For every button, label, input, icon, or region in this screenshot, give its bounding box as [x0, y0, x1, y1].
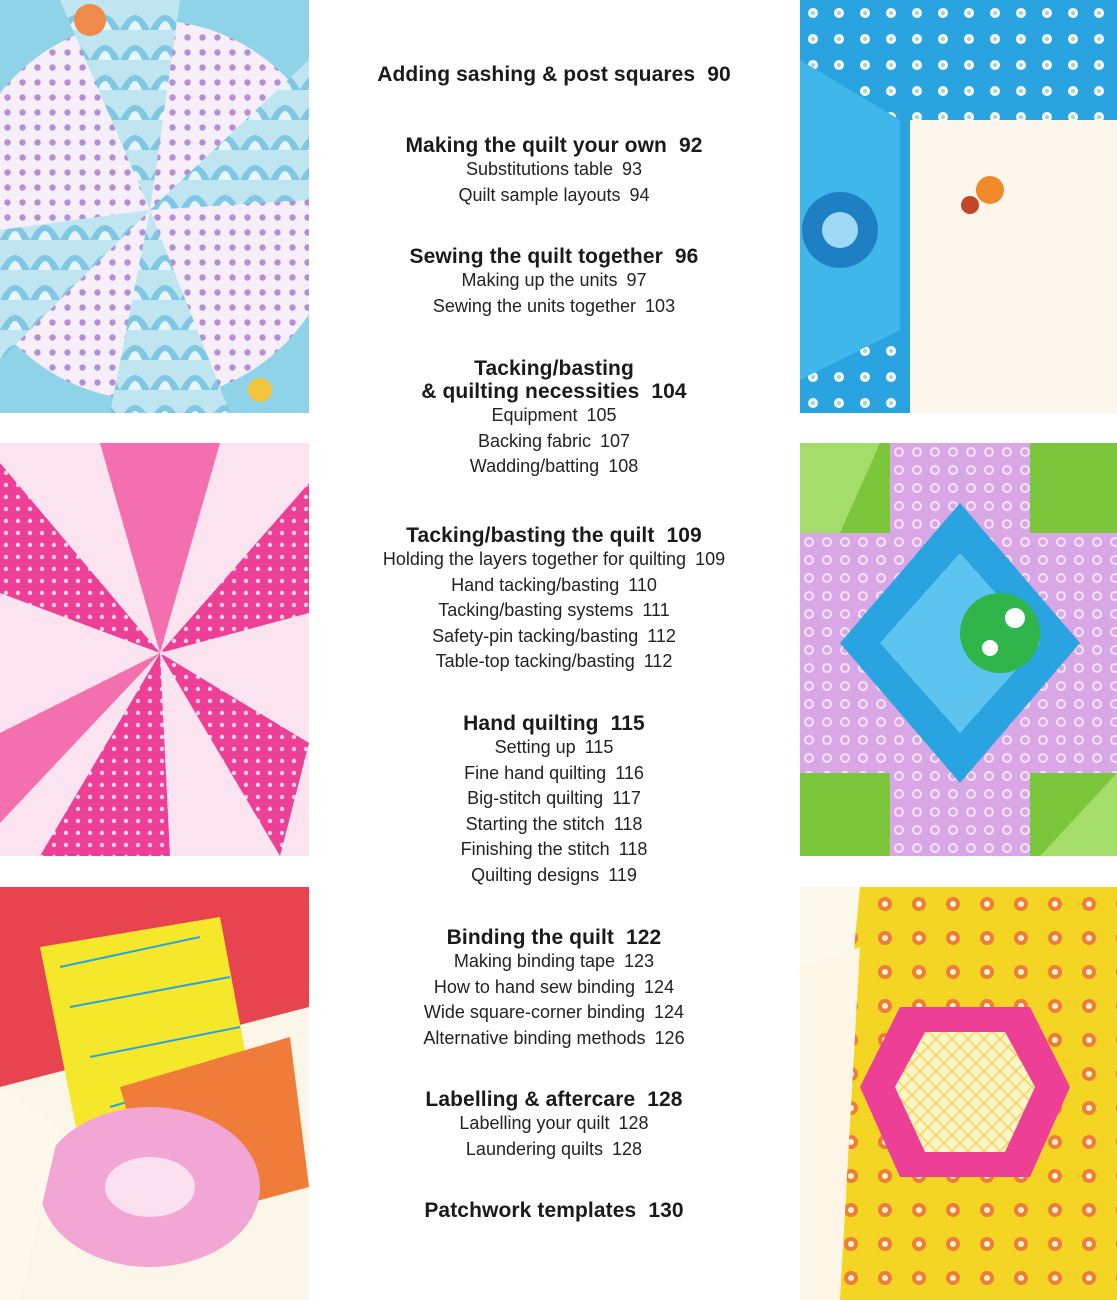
toc-entry-label: Big-stitch quilting	[467, 788, 604, 808]
toc-entry-label: Laundering quilts	[465, 1138, 604, 1159]
toc-section	[318, 524, 790, 675]
toc-heading	[318, 712, 790, 735]
toc-entry-label: Labelling your quilt	[459, 1113, 610, 1133]
toc-entry	[318, 157, 790, 183]
toc-heading-page: 104	[651, 380, 687, 403]
toc-entry-page: 123	[624, 951, 655, 971]
toc-heading-page: 128	[647, 1088, 683, 1111]
toc-entry	[318, 1137, 790, 1163]
toc-entry-page: 103	[645, 295, 676, 316]
toc-section	[318, 926, 790, 1051]
toc-entry	[318, 1026, 790, 1052]
toc-entry-label: Making binding tape	[453, 951, 616, 971]
toc-entry-label: Starting the stitch	[465, 813, 605, 834]
toc-entry	[318, 547, 790, 573]
toc-heading-page: 130	[648, 1199, 684, 1222]
toc-entry-page: 124	[644, 976, 675, 997]
toc-entry-page: 128	[618, 1113, 649, 1133]
toc-entry-label: How to hand sew binding	[433, 976, 636, 997]
toc-heading-page: 109	[666, 524, 702, 547]
toc-entry-page: 108	[608, 456, 639, 476]
toc-heading	[318, 134, 790, 157]
toc-heading-title: Making the quilt your own	[405, 134, 667, 157]
toc-heading	[318, 926, 790, 949]
toc-heading-page: 115	[610, 712, 645, 735]
toc-entry-label: Safety-pin tacking/basting	[432, 625, 639, 646]
toc-section	[318, 1199, 790, 1222]
toc-section	[318, 63, 790, 86]
toc-heading-title: Binding the quilt	[446, 926, 614, 949]
toc-entry	[318, 454, 790, 480]
toc-entry-label: Finishing the stitch	[460, 839, 610, 859]
photo-green-lilac-star-quilt	[800, 443, 1117, 856]
toc-entry-page: 97	[626, 270, 647, 290]
toc-entry	[318, 573, 790, 599]
toc-entry	[318, 812, 790, 838]
toc-entry-page: 105	[586, 405, 617, 425]
toc-heading-title: Tacking/basting	[474, 357, 634, 380]
toc-entry-label: Wide square-corner binding	[423, 1002, 646, 1022]
toc-heading	[318, 63, 790, 86]
toc-entry-page: 93	[622, 159, 643, 179]
toc-entry-page: 94	[629, 184, 650, 205]
toc-heading-title: Sewing the quilt together	[409, 245, 663, 268]
toc-entry	[318, 735, 790, 761]
photo-yellow-floral-hexagon-quilt	[800, 887, 1117, 1300]
toc-entry-label: Backing fabric	[477, 430, 591, 451]
toc-entry-label: Fine hand quilting	[464, 762, 607, 783]
toc-entry	[318, 598, 790, 624]
toc-entry-page: 107	[600, 430, 631, 451]
toc-heading-title: Tacking/basting the quilt	[406, 524, 655, 547]
toc-entry-page: 126	[654, 1027, 685, 1048]
toc-entry-page: 128	[612, 1138, 643, 1159]
toc-entry	[318, 1111, 790, 1137]
toc-entry-label: Equipment	[491, 405, 578, 425]
toc-entry	[318, 268, 790, 294]
toc-entry-page: 124	[654, 1002, 685, 1022]
toc-heading	[318, 245, 790, 268]
toc-entry	[318, 761, 790, 787]
toc-heading-page: 122	[626, 926, 662, 949]
toc-section	[318, 712, 790, 888]
toc-heading	[318, 357, 790, 403]
toc-entry	[318, 786, 790, 812]
toc-heading-page: 92	[678, 134, 703, 157]
toc-entry	[318, 429, 790, 455]
toc-heading	[318, 524, 790, 547]
toc-heading-page: 90	[707, 63, 731, 86]
toc-entry-label: Sewing the units together	[432, 295, 637, 316]
toc-section	[318, 1088, 790, 1162]
toc-entry	[318, 863, 790, 889]
toc-entry-page: 116	[615, 762, 644, 783]
toc-entry	[318, 624, 790, 650]
toc-entry	[318, 183, 790, 209]
toc-entry-label: Hand tacking/basting	[451, 574, 620, 595]
toc-entry	[318, 949, 790, 975]
toc-entry-label: Tacking/basting systems	[438, 600, 634, 620]
toc-heading	[318, 1088, 790, 1111]
toc-heading-title: Adding sashing & post squares	[377, 63, 696, 86]
toc-entry-label: Alternative binding methods	[423, 1027, 646, 1048]
toc-heading-title: Hand quilting	[463, 712, 599, 735]
toc-entry	[318, 649, 790, 675]
toc-heading-title: Patchwork templates	[424, 1199, 637, 1222]
toc-entry-page: 109	[695, 549, 726, 569]
photo-lilac-dot-pinwheel-quilt	[0, 0, 309, 413]
toc-entry	[318, 975, 790, 1001]
toc-heading	[318, 1199, 790, 1222]
toc-entry-page: 117	[612, 788, 641, 808]
toc-entry	[318, 294, 790, 320]
toc-entry-label: Setting up	[494, 737, 576, 757]
photo-yellow-fan-quilt	[0, 887, 309, 1300]
toc-entry-page: 112	[643, 651, 673, 671]
toc-section	[318, 357, 790, 480]
toc-entry-label: Wadding/batting	[469, 456, 600, 476]
toc-entry-label: Quilt sample layouts	[458, 184, 621, 205]
toc-heading-page: 96	[674, 245, 699, 268]
toc-entry-page: 118	[613, 813, 643, 834]
toc-entry-label: Table-top tacking/basting	[435, 651, 635, 671]
toc-entry-page: 119	[608, 864, 637, 885]
toc-section	[318, 134, 790, 208]
toc-entry-page: 115	[584, 737, 614, 757]
toc-entry	[318, 837, 790, 863]
photo-pink-pinwheel-quilt	[0, 443, 309, 856]
toc-heading-title: Labelling & aftercare	[425, 1088, 636, 1111]
toc-entry-page: 112	[647, 625, 676, 646]
toc-section	[318, 245, 790, 319]
toc-entry-label: Quilting designs	[471, 864, 600, 885]
toc-entry-page: 110	[628, 574, 657, 595]
toc-entry-page: 111	[642, 600, 670, 620]
toc-heading-title: & quilting necessities	[421, 380, 640, 403]
photo-blue-floral-quilt	[800, 0, 1117, 413]
toc-entry-label: Holding the layers together for quilting	[382, 549, 687, 569]
toc-entry-label: Substitutions table	[465, 159, 614, 179]
toc-entry-label: Making up the units	[461, 270, 618, 290]
toc-entry	[318, 1000, 790, 1026]
toc-entry	[318, 403, 790, 429]
toc-entry-page: 118	[618, 839, 648, 859]
